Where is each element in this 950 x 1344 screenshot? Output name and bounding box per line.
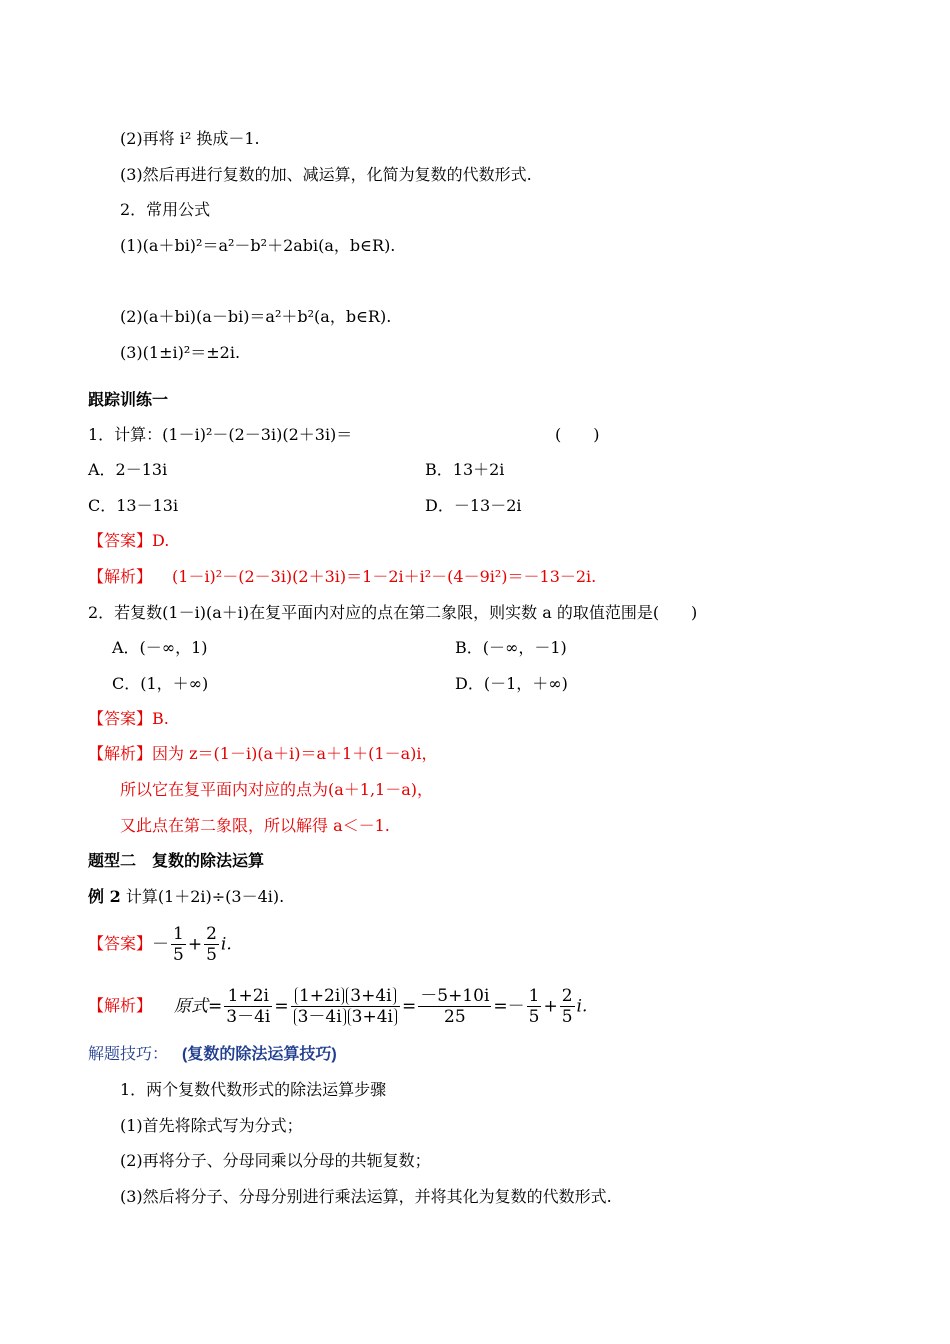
q2-option-b: B．(－∞，－1): [455, 638, 567, 657]
answer-minus: －: [152, 934, 170, 955]
example2-label: 例 2: [88, 887, 121, 906]
formula-1: (1)(a＋bi)²＝a²－b²＋2abi(a，b∈R).: [120, 236, 396, 255]
q1-analysis: [88, 566, 596, 588]
q2-stem: 2．若复数(1－i)(a＋i)在复平面内对应的点在第二象限，则实数 a 的取值范围是( ): [88, 603, 698, 622]
q2-analysis-line-3: 又此点在第二象限，所以解得 a＜－1.: [120, 816, 390, 835]
q1-answer-value: D.: [152, 531, 170, 550]
q2-option-c: C．(1，＋∞): [112, 674, 209, 693]
analysis-fraction-4: $\frac{1}{5}$: [528, 986, 540, 1027]
q2-option-d: D．(－1，＋∞): [455, 674, 568, 693]
tips-title: (复数的除法运算技巧): [182, 1046, 337, 1063]
analysis-fraction-3: $\frac{-5+10i}{25}$: [420, 986, 490, 1027]
tips-step-4: (3)然后将分子、分母分别进行乘法运算，并将其化为复数的代数形式.: [120, 1187, 612, 1206]
formula-3: (3)(1±i)²＝±2i.: [120, 343, 241, 362]
q2-analysis-line-2: 所以它在复平面内对应的点为(a＋1,1－a)，: [120, 780, 434, 799]
q2-analysis: [88, 743, 438, 765]
analysis-fraction-1: $\frac{1+2i}{3-4i}$: [226, 986, 271, 1027]
example2-analysis: 【解析】 原式= $\frac{1+2i}{3-4i}$ = $\frac{1+2i 3+4i}{3-4i 3+4i}$ = $\frac{-5+10i}{25}$ =－ $\frac{1}{5}$ + $\frac{2}{5}$ i.: [88, 986, 588, 1027]
analysis-fraction-2: $\frac{1+2i 3+4i}{3-4i 3+4i}$: [291, 986, 400, 1027]
q1-stem: 1．计算：(1－i)²－(2－3i)(2＋3i)＝: [88, 425, 353, 444]
q1-option-b: B．13＋2i: [425, 460, 505, 479]
tips-step-2: (1)首先将除式写为分式；: [120, 1116, 303, 1135]
example2: [88, 886, 284, 908]
formulas-heading: 2．常用公式: [120, 200, 211, 219]
step2-line: (2)再将 i² 换成－1.: [120, 129, 260, 148]
practice-heading: 跟踪训练一: [88, 390, 169, 409]
q1-analysis-text: (1－i)²－(2－3i)(2＋3i)＝1－2i＋i²－(4－9i²)＝－13－2i.: [172, 567, 597, 586]
answer-plus: +: [187, 934, 203, 955]
tips-line: [88, 1043, 337, 1066]
q2-option-a: A．(－∞，1): [112, 638, 208, 657]
tips-label: 解题技巧：: [88, 1044, 169, 1063]
example2-answer: [88, 920, 232, 969]
q1-answer: [88, 530, 169, 552]
tips-step-1: 1．两个复数代数形式的除法运算步骤: [120, 1080, 387, 1099]
example2-answer-tag: 【答案】: [88, 934, 153, 953]
example2-text: 计算(1＋2i)÷(3－4i).: [125, 887, 285, 906]
q2-analysis-tag: 【解析】: [88, 744, 153, 763]
q1-option-c: C．13－13i: [88, 496, 179, 515]
example2-analysis-tag: 【解析】: [88, 996, 153, 1015]
q1-blank: ( ): [555, 425, 600, 444]
analysis-fraction-5: $\frac{2}{5}$: [561, 986, 573, 1027]
formula-2: (2)(a＋bi)(a－bi)＝a²＋b²(a，b∈R).: [120, 307, 392, 326]
answer-fraction-2: $\frac{2}{5}$: [206, 924, 217, 965]
q2-answer: [88, 708, 169, 730]
q1-option-a: A．2－13i: [88, 460, 168, 479]
q1-option-d: D．－13－2i: [425, 496, 522, 515]
q2-answer-tag: 【答案】: [88, 709, 153, 728]
step3-line: (3)然后再进行复数的加、减运算，化简为复数的代数形式.: [120, 165, 532, 184]
tips-step-3: (2)再将分子、分母同乘以分母的共轭复数；: [120, 1151, 431, 1170]
type2-heading: 题型二 复数的除法运算: [88, 851, 265, 870]
q1-answer-tag: 【答案】: [88, 531, 153, 550]
q1-analysis-tag: 【解析】: [88, 567, 153, 586]
analysis-lead: 原式=: [174, 996, 223, 1017]
answer-i: i.: [220, 934, 232, 955]
answer-fraction-1: $\frac{1}{5}$: [173, 924, 184, 965]
q2-answer-value: B.: [152, 709, 169, 728]
q2-analysis-text-1: 因为 z＝(1－i)(a＋i)＝a＋1＋(1－a)i，: [152, 744, 438, 763]
